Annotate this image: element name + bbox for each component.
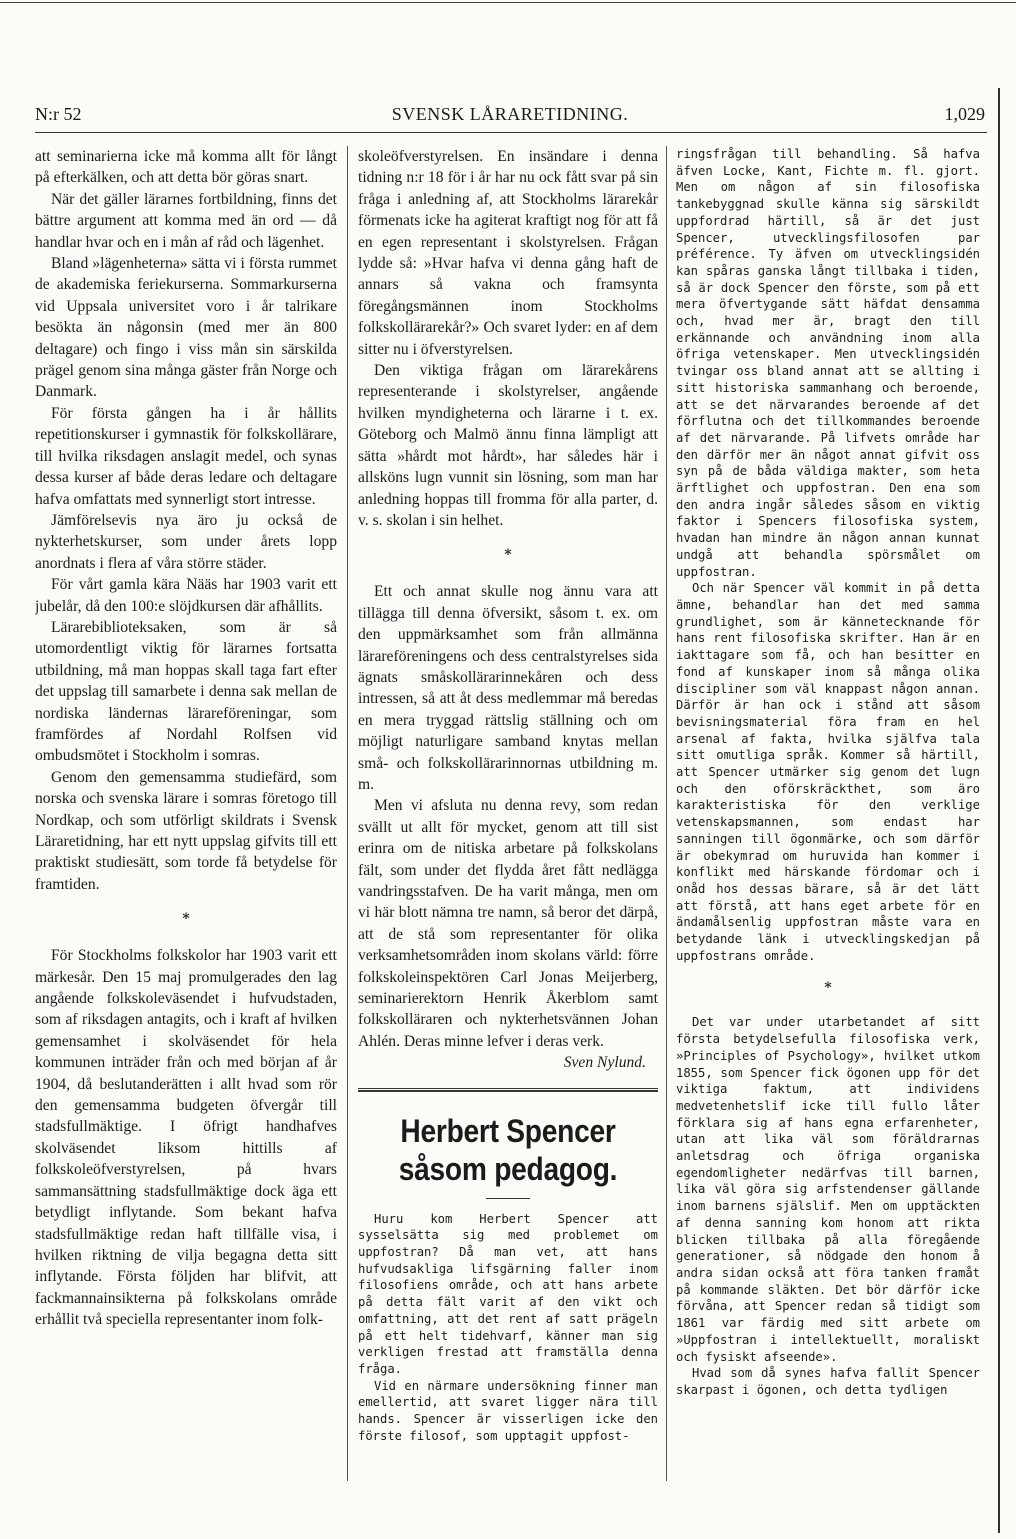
article-title: Herbert Spencer såsom pedagog. (398, 1112, 618, 1187)
paragraph: Den viktiga frågan om lärarekårens representerande i skolstyrelser, angående hvilken myndigheterna och lärarne i t. ex. Göteborg och Malmö ännu finna lämpligt att sätta »hårdt mot hårdt», har således här i allsköns lugn vunnit sin lösning, som man har anledning hoppas till fromma för alla parter, d. v. s. skolan i sin helhet. (358, 362, 658, 529)
paragraph: Men vi afsluta nu denna revy, som redan svällt ut allt för mycket, genom att till sist erinra om de nitiska arbetare på folkskolans fält, som under det flydda året fått nedlägga vandringsstafven. De ha varit många, men om vi här blott nämna tre namn, så beror det därpå, att de stå som representanter för olika verksamhetsområden inom skolans värld: förre folkskoleinspektören Carl Jonas Meijerberg, seminarierektorn Henrik Åkerblom samt folkskolläraren och nykterhetsvännen Johan Ahlén. Deras minne lefver i deras verk. (358, 797, 658, 1050)
journal-title: SVENSK LÅRARETIDNING. (391, 104, 629, 124)
title-rule (486, 1198, 530, 1199)
paragraph: För första gången ha i år hållits repetitionskurser i gymnastik för folkskollärare, till hvilka riksdagen anslagit medel, och synas dessa kurser af både deras ledare och deltagare hafva omfattats med synnerligt stort intresse. (35, 404, 337, 508)
column-rule-2 (666, 146, 667, 1481)
author-signature: Sven Nylund. (563, 1054, 646, 1072)
paragraph: Genom den gemensamma studiefärd, som norska och svenska lärare i somras företogo till Nordkap, och som utförligt skildrats i Svensk Läraretidning, har ett nytt uppslag gifvits till ett praktiskt studiesätt, som torde få betydelse för framtiden. (35, 768, 337, 893)
paragraph: Vid en närmare undersökning finner man emellertid, att svaret ligger nära till hands. Spencer är visserligen icke den förste filosof, som upptagit uppfost- (358, 1378, 658, 1443)
column-1 (35, 146, 337, 1481)
paragraph: skoleöfverstyrelsen. En insändare i denna tidning n:r 18 för i år har nu ock fått svar på sin fråga i anledning af, att Stockholms lärarekår förmenats icke ha agiterat kraftigt nog för att få en egen representant i skolstyrelsen. Frågan lydde så: »Hvar hafva vi denna gång haft de annars så vakna och framsynta föregångsmännen inom Stockholms folkskollärarekår?» Och svaret lyder: en af dem sitter nu i öfverstyrelsen. (358, 148, 658, 358)
top-page-rule (0, 2, 1016, 3)
section-separator: * (182, 911, 190, 928)
column-rule-1 (347, 146, 348, 1481)
paragraph: Ett och annat skulle nog ännu vara att tillägga till denna öfversikt, såsom t. ex. om den uppmärksamhet som från allmänna lärareföreningens och dess centralstyrelses sida ägnats småskollärarinnekåren och dess intressen, så att åt dess medlemmar må beredas en mera tryggad rättslig ställning och om möjligt naturligare samband knytas mellan små- och folkskollärarinnornas utbildning m. m. (358, 583, 658, 793)
column-3 (676, 146, 980, 1481)
paragraph: att seminarierna icke må komma allt för långt på efterkälken, och att detta bör göras snart. (35, 148, 337, 187)
article-divider (358, 1088, 658, 1092)
page-number: 1,029 (944, 104, 985, 124)
column-2 (358, 146, 658, 1481)
paragraph: ringsfrågan till behandling. Så hafva äfven Locke, Kant, Fichte m. fl. gjort. Men om någon af sin filosofiska tankebyggnad skulle känna sig särskildt uppfordrad härtill, så är det just Spencer, utvecklingsfilosofen par préférence. Ty äfven om utvecklingsidén kan spåras ganska långt tillbaka i tiden, så är dock Spencer den förste, som på ett mera öfvertygande sätt häfdat densamma och, hvad mer är, bragt den till erkännande och användning inom alla öfriga vetenskaper. Men utvecklingsidén tvingar oss bland annat att se allting i sitt historiska sammanhang och beroende, att se det närvarandes beroende af det förflutna och det tillkommandes beroende af det närvarande. På lifvets område har den därför mer än något annat gifvit oss syn på de båda väldiga makter, som heta ärftlighet och uppfostran. Den ena som den andra ingår således såsom en viktig faktor i Spencers filosofiska system, hvadan han mindre än någon annan kunnat undgå att behandla spörsmålet om uppfostran. (676, 147, 980, 579)
paragraph: Och när Spencer väl kommit in på detta ämne, behandlar han det med samma grundlighet, som är kännetecknande för hans rent filosofiska skrifter. Han är en iakttagare som få, och han besitter en fond af kunskaper inom så många olika discipliner som väl knappast någon annan. Därför är han ock i stånd att såsom bevisningsmaterial föra fram en hel arsenal af fakta, hvilka själfva tala sitt omutliga språk. Kommer så härtill, att Spencer utmärker sig genom det lugn och den oförskräckthet, som äro karakteristiska för den verklige vetenskapsmannen, som endast har sanningen till ögonmärke, och som därför är obekymrad om huruvida han kommer i konflikt med härskande fördomar och i onåd hos dessas bärare, så är det lätt att förstå, att hans eget arbete för en ändamålsenlig uppfostran måste vara en betydande länk i utvecklingskedjan på uppfostrans område. (676, 581, 980, 963)
paragraph: Lärarebiblioteksaken, som är så utomordentligt viktig för lärarnes fortsatta utbildning, må man hoppas skall taga fart efter det uppslag till samarbete i denna sak mellan de nordiska ländernas lärareföreningar, som framfördes af Nordahl Rolfsen vid ombudsmötet i Stockholm i somras. (35, 618, 337, 765)
right-page-rule (998, 88, 1000, 1533)
paragraph: När det gäller lärarnes fortbildning, finns det bättre argument att komma med än ord — då handlar hvar och en i mån af råd och lägenhet. (35, 190, 337, 251)
paragraph: Huru kom Herbert Spencer att sysselsätta sig med problemet om uppfostran? Då man vet, att hans hufvudsakliga lifsgärning faller inom filosofiens område, och att hans arbete på detta fält varit af den vikt och omfattning, att det rent af satt prägeln på ett helt tidehvarf, känner man sig verkligen frestad att framställa denna fråga. (358, 1211, 658, 1376)
paragraph: För vårt gamla kära Nääs har 1903 varit ett jubelår, då den 100:e slöjdkursen där afhållits. (35, 576, 337, 615)
paragraph: Hvad som då synes hafva fallit Spencer skarpast i ögonen, och detta tydligen (676, 1366, 980, 1397)
section-separator: * (504, 547, 512, 564)
issue-number: N:r 52 (35, 104, 82, 124)
paragraph: Bland »lägenheterna» sätta vi i första rummet de akademiska feriekurserna. Sommarkurserna vid Uppsala universitet voro i år talrikare besökta än någonsin (med mer än 800 deltagare) och fingo i viss mån sin särskilda prägel genom sina många gäster från Norge och Danmark. (35, 255, 337, 401)
section-separator: * (824, 980, 832, 997)
paragraph: Jämförelsevis nya äro ju också de nykterhetskurser, som under årets lopp anordnats i flera af våra större städer. (35, 511, 337, 572)
page-header (35, 96, 985, 130)
paragraph: För Stockholms folkskolor har 1903 varit ett märkesår. Den 15 maj promulgerades den lag angående folkskoleväsendet i hufvudstaden, som af riksdagen antagits, och i kraft af hvilken gemensamhet i skolväsendet för hela kommunen inträder från och med början af år 1904, då beslutanderätten i allt hvad som rör den gemensamma budgeten öfvergår till stadsfullmäktige. I öfrigt handhafves skolväsendet liksom hittills af folkskoleöfverstyrelsen, på hvars sammansättning stadsfullmäktige dock äga ett betydligt inflytande. Som bekant hafva stadsfullmäktige redan haft tillfälle visa, i hvilken riktning de vilja begagna detta sitt inflytande. Första följden har blifvit, att fackmannainsikterna på folkskolans område erhållit två speciella representanter inom folk- (35, 947, 337, 1329)
paragraph: Det var under utarbetandet af sitt första betydelsefulla filosofiska verk, »Principles of Psychology», hvilket utkom 1855, som Spencer fick ögonen upp för det viktiga faktum, att individens medvetenhetslif icke till fullo låter förklara sig af hans egna erfarenheter, utan att lika väl som föräldrarnas anletsdrag och öfriga organiska egendomligheter nedärfvas till barnen, lika väl göra sig arfstendenser gällande inom barnens själslif. Men om upptäckten af denna sanning kom honom att rikta blicken tillbaka på alla föregående generationer, så nödgade den honom å andra sidan också att föra tanken framåt på kommande släkten. Det bör därför icke förvåna, att Spencer redan så tidigt som 1861 var färdig med sitt arbete om »Uppfostran i intellektuellt, moraliskt och fysiskt afseende». (676, 1015, 980, 1364)
header-rule (35, 132, 987, 133)
